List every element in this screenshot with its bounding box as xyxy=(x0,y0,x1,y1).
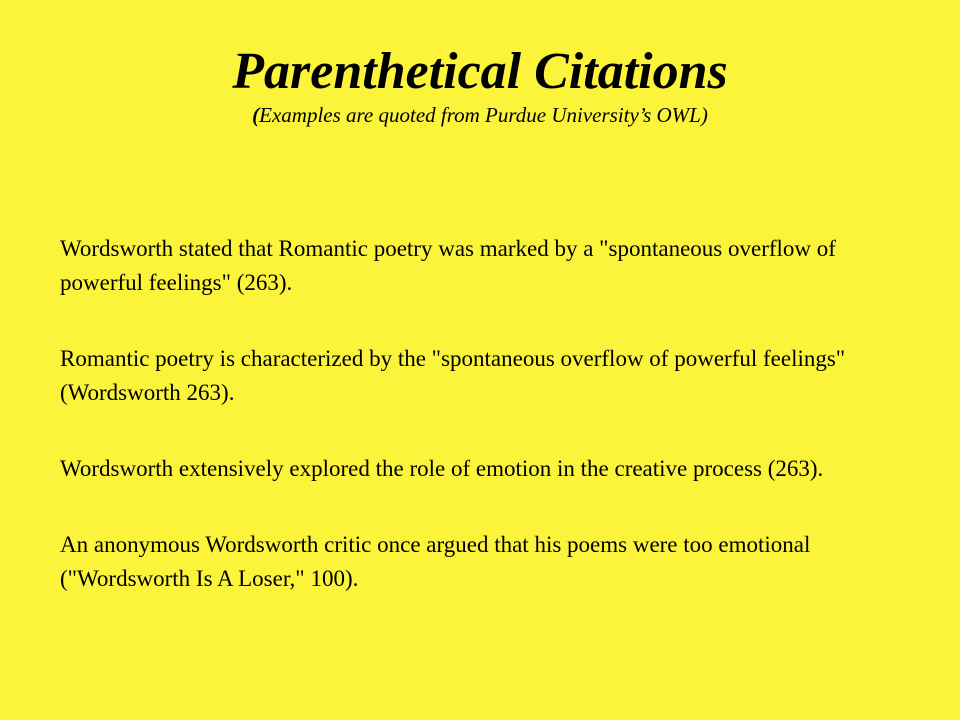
citation-example-1: Wordsworth stated that Romantic poetry was marked by a "spontaneous overflow of powerful feelings" (263). xyxy=(60,236,836,295)
subtitle-open-paren: ( xyxy=(252,103,260,127)
title-block xyxy=(0,42,960,128)
citation-example-4: An anonymous Wordsworth critic once argued that his poems were too emotional ("Wordsworth Is A Loser," 100). xyxy=(60,532,811,591)
slide-title: Parenthetical Citations xyxy=(232,43,728,100)
slide-subtitle xyxy=(0,102,960,128)
subtitle-text: Examples are quoted from Purdue University’s OWL) xyxy=(259,103,708,127)
citation-example-3: Wordsworth extensively explored the role of emotion in the creative process (263). xyxy=(60,456,824,481)
citation-examples xyxy=(60,232,910,638)
citation-example-2: Romantic poetry is characterized by the "spontaneous overflow of powerful feelings" (Wordsworth 263). xyxy=(60,346,846,405)
